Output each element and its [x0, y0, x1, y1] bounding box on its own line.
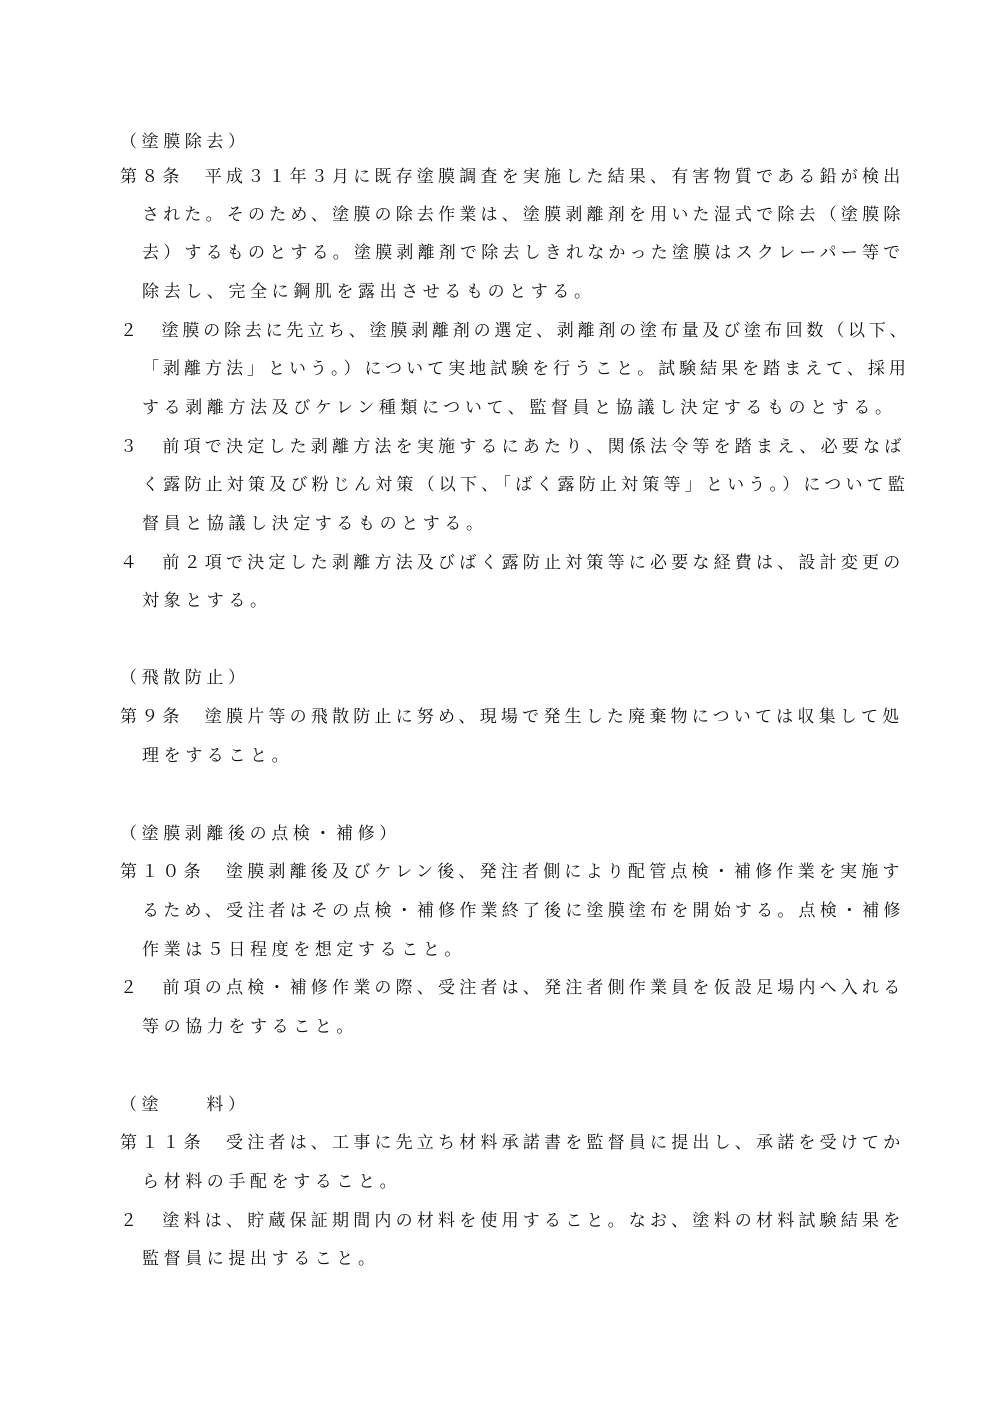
section-heading: （塗 料）	[120, 1095, 250, 1115]
article-10-clause-2-line-1: ２ 前項の点検・補修作業の際、受注者は、発注者側作業員を仮設足場内へ入れる	[120, 978, 905, 998]
article-8-line-3: 去）するものとする。塗膜剥離剤で除去しきれなかった塗膜はスクレーパー等で	[142, 243, 905, 263]
article-9-line-1: 第９条 塗膜片等の飛散防止に努め、現場で発生した廃棄物については収集して処	[120, 707, 904, 727]
article-10-line-3: 作業は５日程度を想定すること。	[142, 940, 466, 960]
section-heading: （塗膜除去）	[120, 132, 250, 152]
article-8-line-2: された。そのため、塗膜の除去作業は、塗膜剥離剤を用いた湿式で除去（塗膜除	[142, 205, 905, 225]
article-9-line-2: 理をすること。	[142, 746, 294, 766]
article-8-clause-3-line-2: く露防止対策及び粉じん対策（以下、「ばく露防止対策等」という。）について監	[142, 475, 910, 495]
article-11-clause-2-line-2: 監督員に提出すること。	[142, 1249, 380, 1269]
article-10-line-2: るため、受注者はその点検・補修作業終了後に塗膜塗布を開始する。点検・補修	[142, 901, 905, 921]
article-11-line-2: ら材料の手配をすること。	[142, 1172, 402, 1192]
article-11-line-1: 第１１条 受注者は、工事に先立ち材料承諾書を監督員に提出し、承諾を受けてか	[120, 1133, 905, 1153]
article-8-clause-2-line-3: する剥離方法及びケレン種類について、監督員と協議し決定するものとする。	[142, 398, 897, 418]
article-10-clause-2-line-2: 等の協力をすること。	[142, 1017, 358, 1037]
article-10-line-1: 第１０条 塗膜剥離後及びケレン後、発注者側により配管点検・補修作業を実施す	[120, 862, 904, 882]
section-heading: （塗膜剥離後の点検・補修）	[120, 824, 401, 844]
article-8-clause-4-line-2: 対象とする。	[142, 591, 272, 611]
article-11-clause-2-line-1: ２ 塗料は、貯蔵保証期間内の材料を使用すること。なお、塗料の材料試験結果を	[120, 1211, 905, 1231]
article-8-clause-3-line-1: ３ 前項で決定した剥離方法を実施するにあたり、関係法令等を踏まえ、必要なば	[120, 437, 906, 457]
article-8-line-1: 第８条 平成３１年３月に既存塗膜調査を実施した結果、有害物質である鉛が検出	[120, 167, 905, 187]
article-8-line-4: 除去し、完全に鋼肌を露出させるものとする。	[142, 282, 596, 302]
article-8-clause-2-line-2: 「剥離方法」という。）について実地試験を行うこと。試験結果を踏まえて、採用	[142, 359, 910, 379]
article-8-clause-4-line-1: ４ 前２項で決定した剥離方法及びばく露防止対策等に必要な経費は、設計変更の	[120, 553, 905, 573]
article-8-clause-2-line-1: ２ 塗膜の除去に先立ち、塗膜剥離剤の選定、剥離剤の塗布量及び塗布回数（以下、	[120, 321, 911, 341]
article-8-clause-3-line-3: 督員と協議し決定するものとする。	[142, 514, 488, 534]
section-heading: （飛散防止）	[120, 668, 250, 688]
